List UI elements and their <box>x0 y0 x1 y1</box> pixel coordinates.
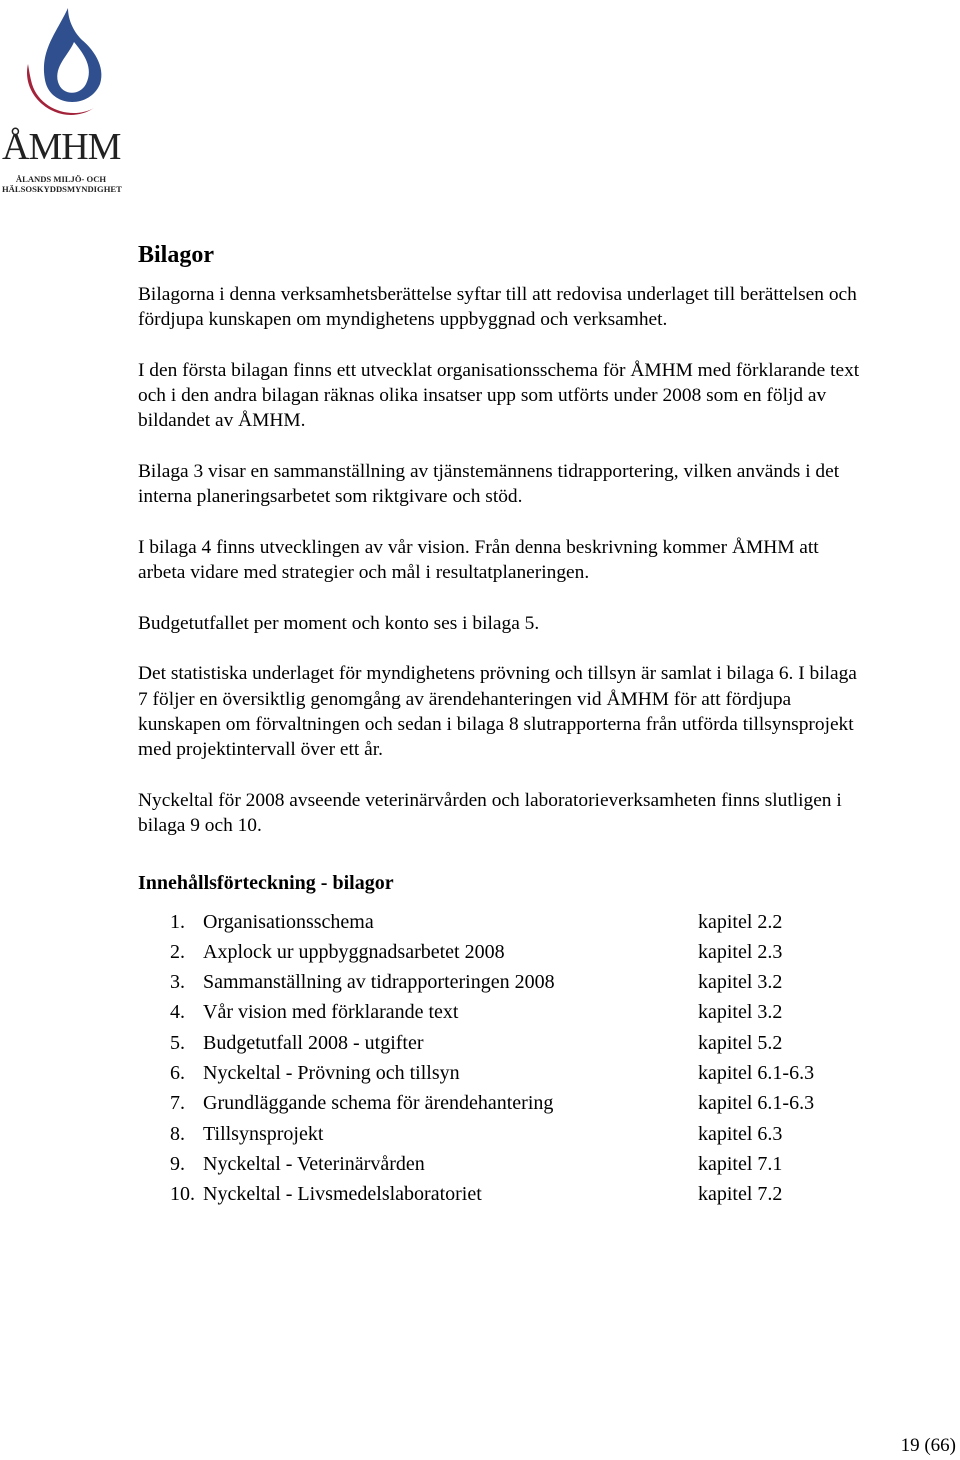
toc-item <box>170 1179 868 1209</box>
toc-item-ref: kapitel 7.1 <box>698 1152 783 1175</box>
toc-item-ref: kapitel 6.3 <box>698 1122 783 1145</box>
paragraph-intro: Bilagorna i denna verksamhetsberättelse syftar till att redovisa underlaget till berättelsen och fördjupa kunskapen om myndighetens uppbyggnad och verksamhet. <box>138 284 857 331</box>
toc-item-number: 5. <box>170 1031 185 1054</box>
toc-item-ref: kapitel 7.2 <box>698 1183 783 1206</box>
toc-item-number: 8. <box>170 1122 185 1145</box>
toc-item <box>170 1058 868 1088</box>
toc-item-number: 7. <box>170 1092 185 1115</box>
toc-item-ref: kapitel 2.3 <box>698 940 783 963</box>
paragraph-bilaga-9-10: Nyckeltal för 2008 avseende veterinärvården och laboratorieverksamheten finns slutligen i bilaga 9 och 10. <box>138 789 842 837</box>
toc-item <box>170 1028 868 1058</box>
document-body <box>138 240 868 1210</box>
toc-title: Innehållsförteckning - bilagor <box>138 871 394 894</box>
toc-item <box>170 1149 868 1179</box>
toc-item-title: Nyckeltal - Prövning och tillsyn <box>203 1062 460 1085</box>
toc-item <box>170 1088 868 1118</box>
toc-item-number: 6. <box>170 1062 185 1085</box>
logo-subtitle <box>2 174 120 194</box>
toc-item-number: 1. <box>170 910 185 933</box>
paragraph-bilaga-3: Bilaga 3 visar en sammanställning av tjänstemännens tidrapportering, vilken används i det interna planeringsarbetet som riktgivare och stöd. <box>138 461 840 508</box>
toc-item <box>170 1119 868 1149</box>
toc-item-ref: kapitel 3.2 <box>698 1001 783 1024</box>
toc-item-number: 2. <box>170 940 185 963</box>
toc-item-title: Organisationsschema <box>203 910 374 933</box>
paragraph-bilaga-4: I bilaga 4 finns utvecklingen av vår vision. Från denna beskrivning kommer ÅMHM att arbeta vidare med strategier och mål i resultatplaneringen. <box>138 536 819 584</box>
toc-item <box>170 997 868 1027</box>
toc-item <box>170 907 868 937</box>
toc-item-number: 4. <box>170 1001 185 1024</box>
toc-item-title: Tillsynsprojekt <box>203 1122 324 1145</box>
toc-item-title: Vår vision med förklarande text <box>203 1001 459 1024</box>
toc-item-title: Budgetutfall 2008 - utgifter <box>203 1031 424 1054</box>
toc-item-ref: kapitel 5.2 <box>698 1031 783 1054</box>
toc-item-ref: kapitel 6.1-6.3 <box>698 1092 815 1115</box>
page-number: 19 (66) <box>900 1435 956 1456</box>
amhm-logo <box>2 4 120 194</box>
toc-item-number: 3. <box>170 971 185 994</box>
toc-item-ref: kapitel 6.1-6.3 <box>698 1062 815 1085</box>
logo-subtitle-line2: HÄLSOSKYDDSMYNDIGHET <box>2 184 122 194</box>
toc-list <box>138 907 868 1210</box>
toc-item-number: 9. <box>170 1152 185 1175</box>
toc-item <box>170 937 868 967</box>
toc-item-number: 10. <box>170 1183 195 1206</box>
paragraph-bilaga-6-8: Det statistiska underlaget för myndighetens prövning och tillsyn är samlat i bilaga 6. I bilaga 7 följer en översiktlig genomgång av ärendehanteringen vid ÅMHM för att fördjupa kunskapen om förvaltningen och sedan i bilaga 8 slutrapporterna från utförda tillsynsprojekt med projektintervall över ett år. <box>138 663 857 761</box>
toc-item-title: Nyckeltal - Livsmedelslaboratoriet <box>203 1183 482 1206</box>
toc-item-title: Grundläggande schema för ärendehantering <box>203 1092 554 1115</box>
logo-drop-icon <box>2 4 120 129</box>
toc-item <box>170 967 868 997</box>
toc-item-title: Axplock ur uppbyggnadsarbetet 2008 <box>203 940 505 963</box>
toc-item-title: Sammanställning av tidrapporteringen 2008 <box>203 971 555 994</box>
paragraph-bilaga-1-2: I den första bilagan finns ett utvecklat organisationsschema för ÅMHM med förklarande text och i den andra bilagan räknas olika insatser upp som utförts under 2008 som en följd av bildandet av ÅMHM. <box>138 359 860 432</box>
toc-item-title: Nyckeltal - Veterinärvården <box>203 1152 425 1175</box>
toc-item-ref: kapitel 3.2 <box>698 971 783 994</box>
page-title: Bilagor <box>138 242 214 268</box>
paragraph-bilaga-5: Budgetutfallet per moment och konto ses i bilaga 5. <box>138 612 540 634</box>
toc-item-ref: kapitel 2.2 <box>698 910 783 933</box>
logo-subtitle-line1: ÅLANDS MILJÖ- OCH <box>15 174 107 184</box>
logo-name: ÅMHM <box>2 126 121 168</box>
